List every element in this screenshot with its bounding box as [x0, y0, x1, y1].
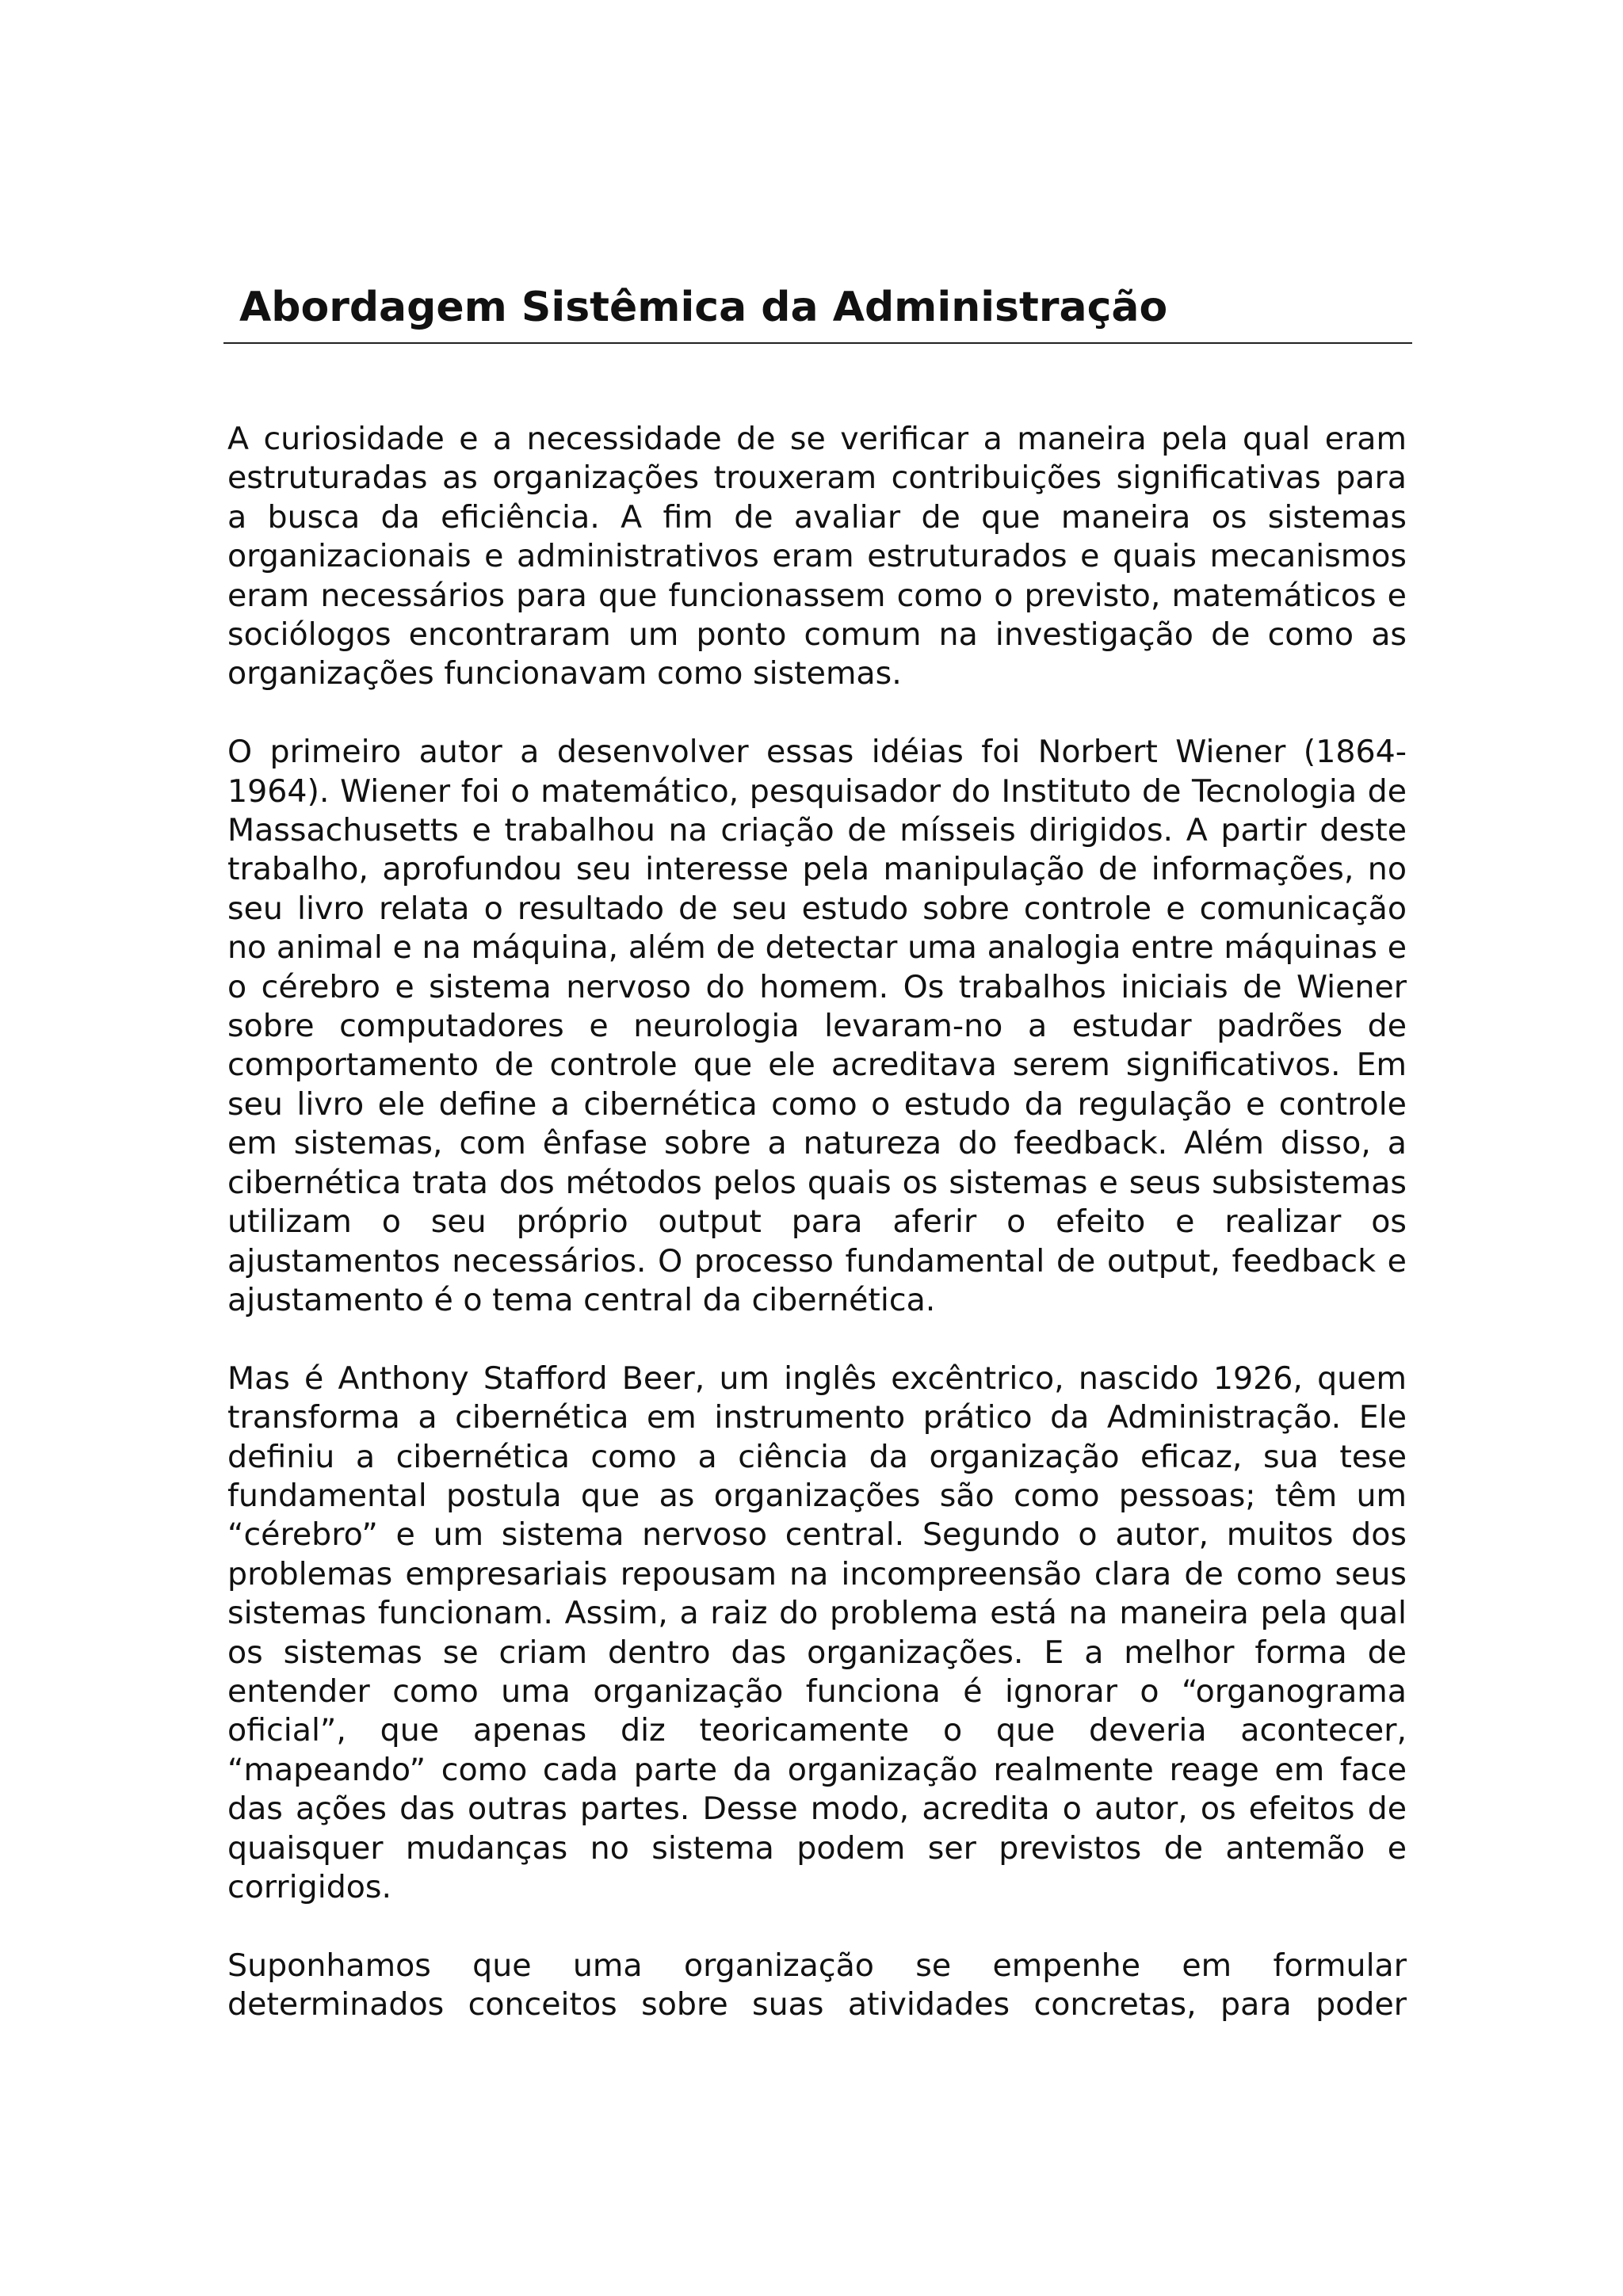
paragraph-4: Suponhamos que uma organização se empenhe em formular determinados conceitos sobre suas atividades concretas, para poder [227, 1947, 1407, 2023]
title-block [223, 280, 1412, 344]
paragraph-3: Mas é Anthony Stafford Beer, um inglês excêntrico, nascido 1926, quem transforma a cibernética em instrumento prático da Administração. Ele definiu a cibernética como a ciência da organização eficaz, sua tese fundamental postula que as organizações são como pessoas; têm um “cérebro” e um sistema nervoso central. Segundo o autor, muitos dos problemas empresariais repousam na incompreensão clara de como seus sistemas funcionam. Assim, a raiz do problema está na maneira pela qual os sistemas se criam dentro das organizações. E a melhor forma de entender como uma organização funciona é ignorar o “organograma oficial”, que apenas diz teoricamente o que deveria acontecer, “mapeando” como cada parte da organização realmente reage em face das ações das outras partes. Desse modo, acredita o autor, os efeitos de quaisquer mudanças no sistema podem ser previstos de antemão e corrigidos. [227, 1360, 1407, 1905]
paragraph-2: O primeiro autor a desenvolver essas idéias foi Norbert Wiener (1864-1964). Wiener foi o matemático, pesquisador do Instituto de Tecnologia de Massachusetts e trabalhou na criação de mísseis dirigidos. A partir deste trabalho, aprofundou seu interesse pela manipulação de informações, no seu livro relata o resultado de seu estudo sobre controle e comunicação no animal e na máquina, além de detectar uma analogia entre máquinas e o cérebro e sistema nervoso do homem. Os trabalhos iniciais de Wiener sobre computadores e neurologia levaram-no a estudar padrões de comportamento de controle que ele acreditava serem significativos. Em seu livro ele define a cibernética como o estudo da regulação e controle em sistemas, com ênfase sobre a natureza do feedback. Além disso, a cibernética trata dos métodos pelos quais os sistemas e seus subsistemas utilizam o seu próprio output para aferir o efeito e realizar os ajustamentos necessários. O processo fundamental de output, feedback e ajustamento é o tema central da cibernética. [227, 734, 1407, 1318]
paragraph-1: A curiosidade e a necessidade de se verificar a maneira pela qual eram estruturadas as organizações trouxeram contribuições significativas para a busca da eficiência. A fim de avaliar de que maneira os sistemas organizacionais e administrativos eram estruturados e quais mecanismos eram necessários para que funcionassem como o previsto, matemáticos e sociólogos encontraram um ponto comum na investigação de como as organizações funcionavam como sistemas. [227, 421, 1407, 692]
page-title: Abordagem Sistêmica da Administração [239, 284, 1168, 331]
document-body [227, 420, 1407, 2064]
